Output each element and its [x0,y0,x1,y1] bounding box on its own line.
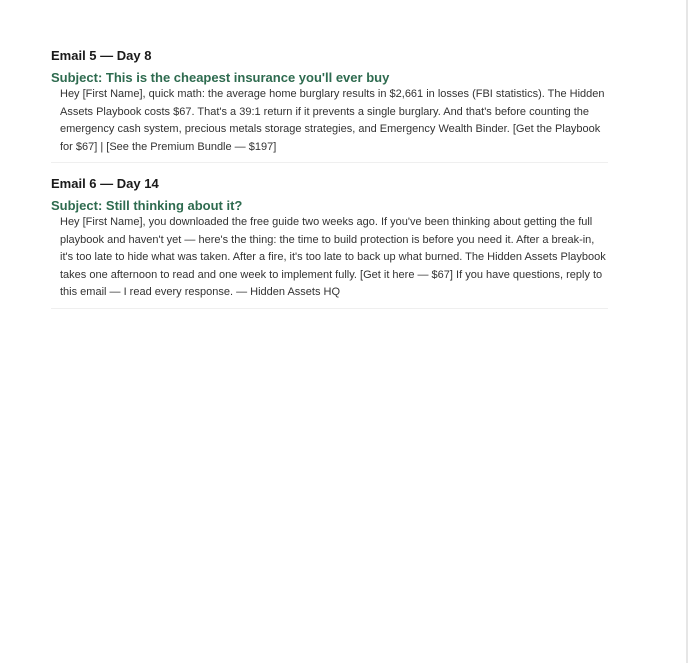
email-heading: Email 5 — Day 8 [51,48,152,63]
email-subject: Subject: This is the cheapest insurance you'll ever buy [51,70,390,85]
email-body: Hey [First Name], you downloaded the free guide two weeks ago. If you've been thinking about getting the full playbook and haven't yet — here's the thing: the time to build protection is before you need it. After a break-in, it's too late to hide what was taken. After a fire, it's too late to back up what burned. The Hidden Assets Playbook takes one afternoon to read and one week to implement fully. [Get it here — $67] If you have questions, reply to this email — I read every response. — Hidden Assets HQ [60,216,606,298]
email-subject: Subject: Still thinking about it? [51,198,243,213]
email-5 [51,48,608,163]
email-6 [51,176,608,309]
email-sequence [51,40,608,322]
email-body: Hey [First Name], quick math: the average home burglary results in $2,661 in losses (FBI statistics). The Hidden Assets Playbook costs $67. That's a 39:1 return if it prevents a single burglary. And that's before counting the emergency cash system, precious metals storage strategies, and Emergency Wealth Binder. [Get the Playbook for $67] | [See the Premium Bundle — $197] [60,88,605,153]
email-heading: Email 6 — Day 14 [51,176,159,191]
